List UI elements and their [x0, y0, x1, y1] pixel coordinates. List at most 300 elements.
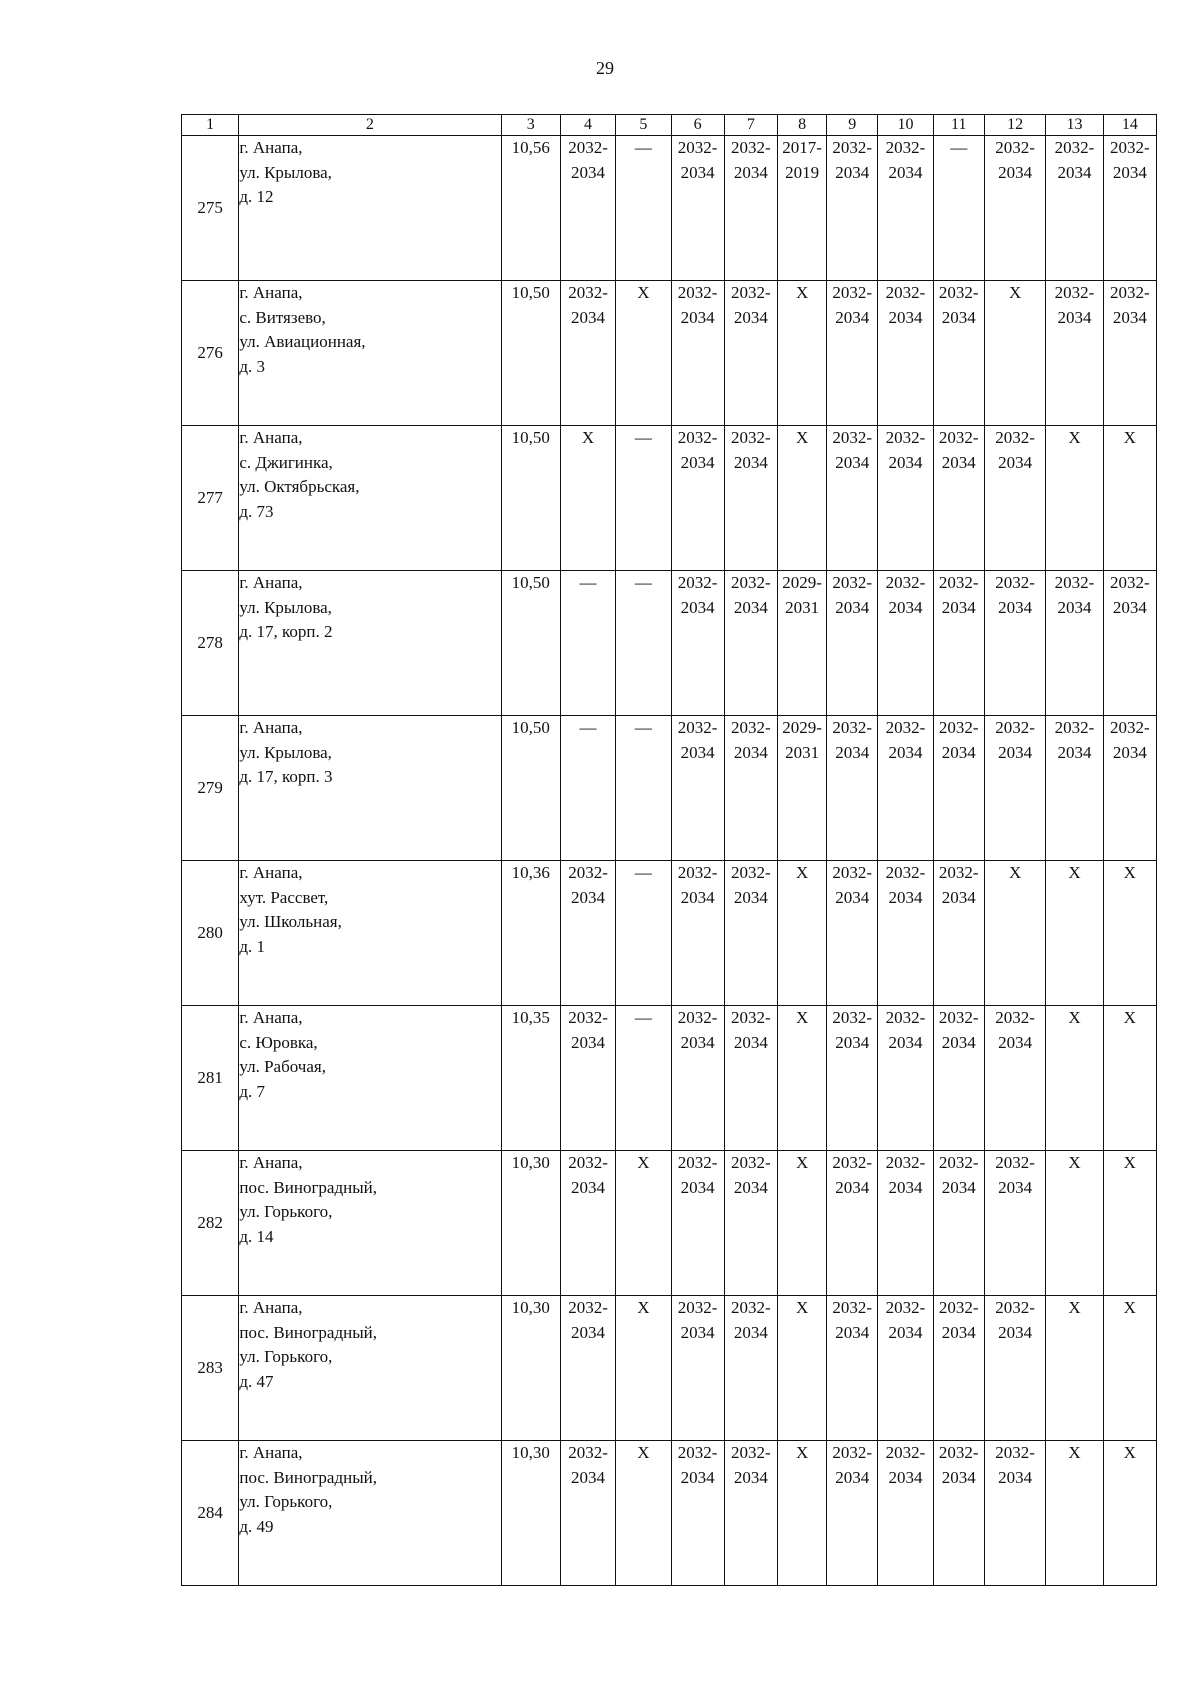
address-line: д. 49 — [239, 1516, 274, 1536]
column-header: 1 — [182, 115, 239, 136]
period-cell — [778, 1006, 827, 1151]
period-cell — [1046, 426, 1103, 571]
period-value: 2032- — [832, 138, 873, 157]
period-cell — [878, 716, 933, 861]
period-value: 2032- — [731, 428, 771, 447]
period-value: 2032- — [677, 1443, 718, 1462]
period-value: 2034 — [680, 1032, 715, 1052]
address-line: д. 17, корп. 3 — [239, 767, 333, 787]
address-cell — [239, 281, 501, 426]
period-value: X — [795, 428, 809, 447]
period-cell — [671, 1296, 724, 1441]
period-value: 2034 — [680, 1177, 715, 1197]
period-cell — [878, 571, 933, 716]
period-cell — [827, 1006, 878, 1151]
period-cell — [724, 281, 777, 426]
period-value: X — [637, 1443, 650, 1462]
period-cell — [560, 136, 615, 281]
period-cell — [984, 1441, 1045, 1586]
table-row — [182, 1296, 1157, 1441]
period-value: X — [795, 1298, 809, 1317]
column-header: 7 — [724, 115, 777, 136]
address-cell — [239, 571, 501, 716]
period-value: 2032- — [731, 1153, 771, 1172]
period-value: 2034 — [998, 1032, 1033, 1052]
column-header: 3 — [501, 115, 560, 136]
period-value: 2032- — [677, 718, 718, 737]
period-cell — [933, 281, 984, 426]
period-cell — [827, 716, 878, 861]
period-cell — [933, 1151, 984, 1296]
period-value: 2032- — [677, 1008, 718, 1027]
period-value: X — [1068, 428, 1081, 447]
period-value: 2034 — [998, 452, 1033, 472]
period-value: 2034 — [835, 597, 870, 617]
period-cell — [984, 571, 1045, 716]
period-value: 2032- — [677, 1153, 718, 1172]
address-line: с. Витязево, — [239, 307, 326, 327]
period-value: 2034 — [941, 742, 976, 762]
period-value: 2032- — [832, 1443, 873, 1462]
period-cell — [616, 861, 671, 1006]
period-value: 2034 — [835, 162, 870, 182]
period-value: — — [634, 428, 652, 447]
period-cell — [724, 1151, 777, 1296]
period-value: 2032- — [885, 1008, 926, 1027]
period-cell — [1103, 136, 1156, 281]
period-value: 2034 — [571, 1322, 606, 1342]
period-value: 2034 — [941, 1467, 976, 1487]
period-value: 2032- — [832, 1153, 873, 1172]
period-value: 2034 — [998, 742, 1033, 762]
period-cell — [933, 861, 984, 1006]
area-cell: 10,30 — [501, 1296, 560, 1441]
period-value: 2034 — [571, 1177, 606, 1197]
period-value: 2032- — [885, 1298, 926, 1317]
period-value: 2034 — [941, 452, 976, 472]
row-number: 276 — [182, 281, 239, 426]
address-line: д. 47 — [239, 1371, 274, 1391]
period-value: — — [634, 863, 652, 882]
period-cell — [933, 571, 984, 716]
period-value: 2032- — [938, 428, 979, 447]
period-value: 2034 — [998, 162, 1033, 182]
period-cell — [1046, 281, 1103, 426]
period-value: 2029- — [782, 573, 822, 592]
period-value: 2032- — [731, 863, 771, 882]
address-line: г. Анапа, — [239, 428, 303, 447]
period-value: 2034 — [941, 1177, 976, 1197]
period-cell — [1046, 1006, 1103, 1151]
period-value: 2034 — [888, 162, 923, 182]
period-cell — [933, 1441, 984, 1586]
period-value: 2032- — [731, 138, 771, 157]
period-value: 2032- — [677, 863, 718, 882]
row-number: 279 — [182, 716, 239, 861]
period-value: 2034 — [998, 1177, 1033, 1197]
address-line: ул. Крылова, — [239, 742, 332, 762]
period-cell — [984, 1151, 1045, 1296]
area-cell: 10,50 — [501, 426, 560, 571]
page-number: 29 — [596, 58, 614, 78]
column-header: 8 — [778, 115, 827, 136]
period-cell — [827, 136, 878, 281]
period-value: 2034 — [888, 597, 923, 617]
period-cell — [724, 1441, 777, 1586]
address-line: пос. Виноградный, — [239, 1177, 377, 1197]
area-cell: 10,30 — [501, 1151, 560, 1296]
period-value: 2032- — [731, 1443, 771, 1462]
period-cell — [1046, 1151, 1103, 1296]
period-value: 2032- — [995, 573, 1035, 592]
period-cell — [724, 1296, 777, 1441]
period-cell — [1103, 571, 1156, 716]
period-cell — [933, 1296, 984, 1441]
address-line: ул. Крылова, — [239, 162, 332, 182]
period-cell — [616, 1296, 671, 1441]
period-value: X — [1068, 1298, 1081, 1317]
address-line: ул. Школьная, — [239, 912, 342, 932]
period-value: 2032- — [731, 1008, 771, 1027]
period-value: 2034 — [1112, 742, 1147, 762]
address-line: пос. Виноградный, — [239, 1467, 377, 1487]
period-value: 2034 — [835, 1322, 870, 1342]
period-value: 2034 — [680, 452, 715, 472]
period-value: 2032- — [677, 573, 718, 592]
period-cell — [560, 1006, 615, 1151]
period-value: 2034 — [1112, 307, 1147, 327]
period-cell — [671, 136, 724, 281]
period-cell — [778, 426, 827, 571]
address-line: д. 1 — [239, 936, 265, 956]
period-cell — [671, 716, 724, 861]
period-value: 2034 — [571, 1032, 606, 1052]
period-cell — [671, 1441, 724, 1586]
period-cell — [827, 861, 878, 1006]
period-cell — [1046, 716, 1103, 861]
period-value: X — [637, 283, 650, 302]
period-value: 2034 — [835, 1467, 870, 1487]
period-cell — [616, 281, 671, 426]
address-line: д. 12 — [239, 187, 274, 207]
period-cell — [671, 1151, 724, 1296]
period-value: 2032- — [568, 1008, 608, 1027]
period-value: 2032- — [677, 428, 718, 447]
period-value: 2032- — [832, 573, 873, 592]
period-cell — [984, 136, 1045, 281]
period-value: X — [1008, 863, 1022, 882]
period-value: 2034 — [571, 1467, 606, 1487]
period-value: — — [634, 718, 652, 737]
period-cell — [1103, 861, 1156, 1006]
period-cell — [616, 716, 671, 861]
period-value: 2034 — [733, 1032, 768, 1052]
period-value: 2034 — [1057, 307, 1092, 327]
period-value: 2032- — [938, 1153, 979, 1172]
row-number: 275 — [182, 136, 239, 281]
period-cell — [724, 716, 777, 861]
period-value: X — [637, 1298, 650, 1317]
column-header: 4 — [560, 115, 615, 136]
address-line: г. Анапа, — [239, 1443, 303, 1462]
table-body — [182, 136, 1157, 1586]
period-cell — [778, 281, 827, 426]
period-value: 2032- — [568, 1153, 608, 1172]
table-row — [182, 136, 1157, 281]
address-line: г. Анапа, — [239, 283, 303, 302]
period-value: 2032- — [832, 863, 873, 882]
row-number: 283 — [182, 1296, 239, 1441]
period-cell — [560, 1441, 615, 1586]
period-cell — [984, 1296, 1045, 1441]
period-value: 2032- — [885, 718, 926, 737]
period-value: 2034 — [1057, 742, 1092, 762]
period-value: 2034 — [1057, 597, 1092, 617]
period-cell — [1103, 1296, 1156, 1441]
period-value: 2032- — [885, 1443, 926, 1462]
period-cell — [778, 1151, 827, 1296]
table-row — [182, 426, 1157, 571]
period-value: X — [1123, 1298, 1136, 1317]
period-value: 2032- — [568, 1443, 608, 1462]
period-value: 2034 — [733, 742, 768, 762]
period-value: 2034 — [1112, 597, 1147, 617]
period-cell — [778, 716, 827, 861]
address-cell — [239, 716, 501, 861]
table-row — [182, 716, 1157, 861]
column-header: 12 — [984, 115, 1045, 136]
period-value: 2032- — [1109, 283, 1150, 302]
period-value: 2032- — [731, 718, 771, 737]
area-cell: 10,56 — [501, 136, 560, 281]
period-value: 2032- — [885, 573, 926, 592]
column-header: 13 — [1046, 115, 1103, 136]
address-line: д. 73 — [239, 501, 274, 521]
period-value: 2034 — [733, 597, 768, 617]
period-value: 2032- — [677, 283, 718, 302]
period-value: 2032- — [731, 573, 771, 592]
address-line: д. 17, корп. 2 — [239, 622, 333, 642]
period-cell — [616, 426, 671, 571]
address-line: г. Анапа, — [239, 573, 303, 592]
period-value: 2034 — [733, 887, 768, 907]
period-cell — [1046, 1296, 1103, 1441]
period-value: 2034 — [998, 597, 1033, 617]
column-header: 10 — [878, 115, 933, 136]
period-cell — [933, 716, 984, 861]
period-cell — [984, 281, 1045, 426]
period-cell — [671, 571, 724, 716]
period-value: 2031 — [785, 742, 820, 762]
row-number: 280 — [182, 861, 239, 1006]
period-value: 2034 — [835, 307, 870, 327]
period-cell — [984, 716, 1045, 861]
address-line: д. 3 — [239, 356, 265, 376]
period-value: 2032- — [885, 1153, 926, 1172]
area-cell: 10,30 — [501, 1441, 560, 1586]
period-cell — [984, 426, 1045, 571]
period-cell — [616, 1006, 671, 1151]
period-value: 2032- — [938, 863, 979, 882]
address-cell — [239, 1296, 501, 1441]
period-value: 2034 — [888, 452, 923, 472]
period-cell — [724, 426, 777, 571]
address-line: д. 7 — [239, 1081, 265, 1101]
period-value: 2034 — [941, 887, 976, 907]
period-value: 2032- — [568, 863, 608, 882]
address-line: пос. Виноградный, — [239, 1322, 377, 1342]
table-row — [182, 281, 1157, 426]
period-value: 2032- — [938, 283, 979, 302]
period-value: 2034 — [733, 1467, 768, 1487]
period-value: X — [1123, 1153, 1136, 1172]
table-row — [182, 861, 1157, 1006]
address-line: г. Анапа, — [239, 1008, 303, 1027]
area-cell: 10,50 — [501, 571, 560, 716]
period-cell — [1046, 1441, 1103, 1586]
period-cell — [560, 861, 615, 1006]
address-line: ул. Горького, — [239, 1347, 333, 1367]
address-line: с. Джигинка, — [239, 452, 333, 472]
period-cell — [827, 426, 878, 571]
period-cell — [778, 1441, 827, 1586]
address-line: ул. Крылова, — [239, 597, 332, 617]
period-value: 2019 — [785, 162, 820, 182]
period-value: 2032- — [677, 1298, 718, 1317]
period-cell — [778, 1296, 827, 1441]
period-cell — [1046, 571, 1103, 716]
period-value: 2032- — [995, 1008, 1035, 1027]
period-cell — [878, 1441, 933, 1586]
period-value: 2034 — [733, 1177, 768, 1197]
period-value: 2032- — [568, 283, 608, 302]
period-cell — [878, 1296, 933, 1441]
period-cell — [671, 426, 724, 571]
period-value: 2032- — [885, 863, 926, 882]
period-cell — [671, 861, 724, 1006]
period-value: 2034 — [888, 887, 923, 907]
period-value: X — [1123, 863, 1136, 882]
column-header: 2 — [239, 115, 501, 136]
address-line: г. Анапа, — [239, 1153, 303, 1172]
address-line: с. Юровка, — [239, 1032, 318, 1052]
period-value: 2034 — [680, 887, 715, 907]
area-cell: 10,35 — [501, 1006, 560, 1151]
period-value: 2034 — [571, 887, 606, 907]
address-line: д. 14 — [239, 1226, 274, 1246]
address-line: ул. Авиационная, — [239, 332, 366, 352]
period-cell — [560, 1296, 615, 1441]
period-cell — [616, 1441, 671, 1586]
period-value: 2032- — [995, 1443, 1035, 1462]
column-number-row — [182, 115, 1157, 136]
row-number: 277 — [182, 426, 239, 571]
period-value: 2032- — [832, 283, 873, 302]
period-value: 2032- — [731, 1298, 771, 1317]
period-cell — [827, 1296, 878, 1441]
period-cell — [560, 281, 615, 426]
period-cell — [560, 716, 615, 861]
table-row — [182, 1441, 1157, 1586]
period-value: — — [634, 573, 652, 592]
period-cell — [878, 1151, 933, 1296]
address-line: г. Анапа, — [239, 1298, 303, 1317]
period-value: 2032- — [1054, 573, 1095, 592]
area-cell: 10,50 — [501, 716, 560, 861]
period-cell — [1046, 136, 1103, 281]
period-value: 2032- — [885, 138, 926, 157]
period-value: 2034 — [680, 1322, 715, 1342]
period-cell — [560, 426, 615, 571]
period-cell — [1103, 1441, 1156, 1586]
period-value: 2031 — [785, 597, 820, 617]
period-value: 2034 — [888, 1467, 923, 1487]
address-line: г. Анапа, — [239, 863, 303, 882]
period-cell — [778, 861, 827, 1006]
period-value: 2032- — [995, 138, 1035, 157]
table-row — [182, 1151, 1157, 1296]
table-row — [182, 1006, 1157, 1151]
address-line: ул. Горького, — [239, 1202, 333, 1222]
period-value: — — [634, 138, 652, 157]
period-cell — [1103, 716, 1156, 861]
period-value: 2034 — [680, 1467, 715, 1487]
period-cell — [616, 571, 671, 716]
period-value: X — [795, 1153, 809, 1172]
period-value: 2034 — [888, 742, 923, 762]
column-header: 5 — [616, 115, 671, 136]
period-value: X — [1123, 1008, 1136, 1027]
period-value: 2034 — [941, 1032, 976, 1052]
period-cell — [724, 136, 777, 281]
period-value: 2034 — [835, 1032, 870, 1052]
period-value: 2034 — [941, 597, 976, 617]
period-cell — [560, 571, 615, 716]
period-cell — [724, 861, 777, 1006]
address-line: ул. Октябрьская, — [239, 477, 360, 497]
period-value: X — [637, 1153, 650, 1172]
row-number: 284 — [182, 1441, 239, 1586]
period-value: X — [795, 1443, 809, 1462]
column-header: 14 — [1103, 115, 1156, 136]
period-value: 2029- — [782, 718, 822, 737]
period-value: 2032- — [677, 138, 718, 157]
address-cell — [239, 426, 501, 571]
period-cell — [1103, 1151, 1156, 1296]
period-value: 2034 — [680, 742, 715, 762]
period-value: X — [1008, 283, 1022, 302]
address-line: хут. Рассвет, — [239, 887, 329, 907]
period-value: — — [579, 573, 597, 592]
address-cell — [239, 1006, 501, 1151]
area-cell: 10,50 — [501, 281, 560, 426]
period-value: 2034 — [1112, 162, 1147, 182]
period-cell — [878, 136, 933, 281]
period-cell — [933, 1006, 984, 1151]
period-value: 2032- — [995, 428, 1035, 447]
period-value: 2032- — [995, 1153, 1035, 1172]
period-cell — [827, 1441, 878, 1586]
period-cell — [1103, 1006, 1156, 1151]
period-cell — [1046, 861, 1103, 1006]
address-cell — [239, 1441, 501, 1586]
row-number: 282 — [182, 1151, 239, 1296]
address-cell — [239, 861, 501, 1006]
period-value: 2032- — [731, 283, 771, 302]
period-value: 2032- — [568, 1298, 608, 1317]
period-cell — [724, 571, 777, 716]
period-cell — [827, 281, 878, 426]
